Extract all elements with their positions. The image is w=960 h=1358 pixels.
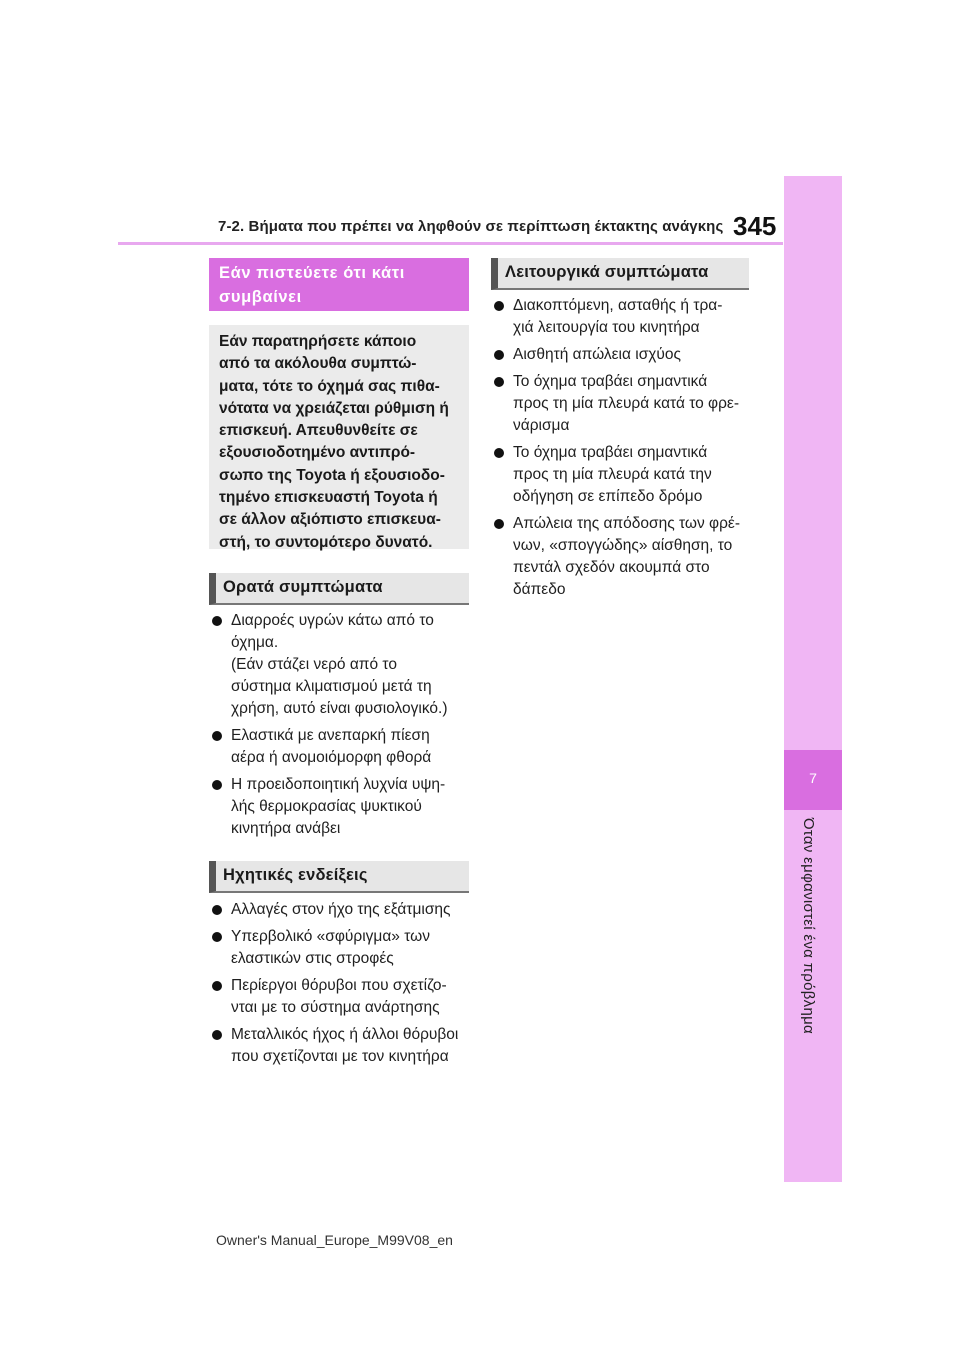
item-line: νται με το σύστημα ανάρτησης	[231, 999, 440, 1016]
notice-line: σε άλλον αξιόπιστο επισκευα-	[219, 511, 441, 529]
footer-manual-id: Owner's Manual_Europe_M99V08_en	[216, 1232, 453, 1248]
item-line: νων, «σπογγώδης» αίσθηση, το	[513, 537, 733, 554]
item-line: δάπεδο	[513, 581, 566, 598]
bullet-icon	[212, 932, 222, 942]
item-line: Περίεργοι θόρυβοι που σχετίζο-	[231, 977, 447, 994]
bullet-icon	[212, 905, 222, 915]
audible-symptoms-list	[212, 899, 472, 1073]
list-item	[212, 975, 472, 1019]
item-line: Το όχημα τραβάει σημαντικά	[513, 373, 708, 390]
item-line: Διαρροές υγρών κάτω από το	[231, 612, 434, 629]
item-line: προς τη μία πλευρά κατά την	[513, 466, 712, 483]
bullet-icon	[494, 519, 504, 529]
item-line: Η προειδοποιητική λυχνία υψη-	[231, 776, 446, 793]
list-item	[212, 610, 472, 720]
notice-line: επισκευή. Απευθυνθείτε σε	[219, 422, 418, 440]
item-line: κινητήρα ανάβει	[231, 820, 341, 837]
list-item	[212, 1024, 472, 1068]
operational-symptoms-heading: Λειτουργικά συμπτώματα	[491, 258, 749, 290]
list-item	[494, 344, 754, 366]
item-line: σύστημα κλιματισμού μετά τη	[231, 678, 432, 695]
list-item	[494, 513, 754, 601]
bullet-icon	[212, 616, 222, 626]
bullet-icon	[494, 448, 504, 458]
list-item	[212, 926, 472, 970]
bullet-icon	[212, 731, 222, 741]
item-line: Αλλαγές στον ήχο της εξάτμισης	[231, 901, 451, 918]
item-line: νάρισμα	[513, 417, 570, 434]
item-line: προς τη μία πλευρά κατά το φρε-	[513, 395, 739, 412]
header-divider	[118, 242, 783, 245]
notice-line: ματα, τότε το όχημά σας πιθα-	[219, 377, 440, 395]
item-line: ελαστικών στις στροφές	[231, 950, 394, 967]
item-line: Υπερβολικό «σφύριγμα» των	[231, 928, 430, 945]
item-line: Διακοπτόμενη, ασταθής ή τρα-	[513, 297, 723, 314]
bullet-icon	[212, 981, 222, 991]
chapter-title: Όταν εμφανιστεί ένα πρόβλημα	[800, 818, 817, 1035]
item-line: Το όχημα τραβάει σημαντικά	[513, 444, 708, 461]
item-line: Αισθητή απώλεια ισχύος	[513, 346, 681, 363]
notice-line: στή, το συντομότερο δυνατό.	[219, 533, 433, 551]
bullet-icon	[494, 301, 504, 311]
item-line: Μεταλλικός ήχος ή άλλοι θόρυβοι	[231, 1026, 459, 1043]
item-line: αέρα ή ανομοιόμορφη φθορά	[231, 749, 432, 766]
visible-symptoms-heading: Ορατά συμπτώματα	[209, 573, 469, 605]
operational-symptoms-list	[494, 295, 754, 606]
intro-heading	[209, 258, 469, 311]
notice-line: νότατα να χρειάζεται ρύθμιση ή	[219, 399, 449, 417]
section-header-title: 7-2. Βήματα που πρέπει να ληφθούν σε περίπτωση έκτακτης ανάγκης	[218, 218, 724, 235]
list-item	[494, 295, 754, 339]
item-line: (Εάν στάζει νερό από το	[231, 656, 397, 673]
list-item	[212, 899, 472, 921]
page-number: 345	[733, 211, 777, 241]
item-line: οδήγηση σε επίπεδο δρόμο	[513, 488, 703, 505]
notice-line: Εάν παρατηρήσετε κάποιο	[219, 333, 417, 350]
chapter-number: 7	[809, 770, 817, 786]
bullet-icon	[494, 350, 504, 360]
list-item	[494, 442, 754, 508]
intro-heading-line: Εάν πιστεύετε ότι κάτι	[219, 264, 405, 282]
item-line: λής θερμοκρασίας ψυκτικού	[231, 798, 422, 815]
notice-line: τημένο επισκευαστή Toyota ή	[219, 489, 438, 507]
visible-symptoms-list	[212, 610, 472, 845]
item-line: χρήση, αυτό είναι φυσιολογικό.)	[231, 700, 448, 717]
intro-notice-box	[209, 325, 469, 549]
list-item	[212, 774, 472, 840]
notice-line: εξουσιοδοτημένο αντιπρό-	[219, 444, 416, 462]
item-line: Απώλεια της απόδοσης των φρέ-	[513, 515, 740, 532]
bullet-icon	[212, 1030, 222, 1040]
item-line: πεντάλ σχεδόν ακουμπά στο	[513, 559, 710, 576]
notice-line: σωπο της Toyota ή εξουσιοδο-	[219, 466, 445, 484]
item-line: που σχετίζονται με τον κινητήρα	[231, 1048, 449, 1065]
bullet-icon	[494, 377, 504, 387]
list-item	[494, 371, 754, 437]
audible-symptoms-heading: Ηχητικές ενδείξεις	[209, 861, 469, 893]
item-line: χιά λειτουργία του κινητήρα	[513, 319, 700, 336]
list-item	[212, 725, 472, 769]
notice-line: από τα ακόλουθα συμπτώ-	[219, 355, 417, 373]
item-line: όχημα.	[231, 634, 279, 651]
intro-heading-line: συμβαίνει	[219, 288, 302, 306]
bullet-icon	[212, 780, 222, 790]
item-line: Ελαστικά με ανεπαρκή πίεση	[231, 727, 430, 744]
